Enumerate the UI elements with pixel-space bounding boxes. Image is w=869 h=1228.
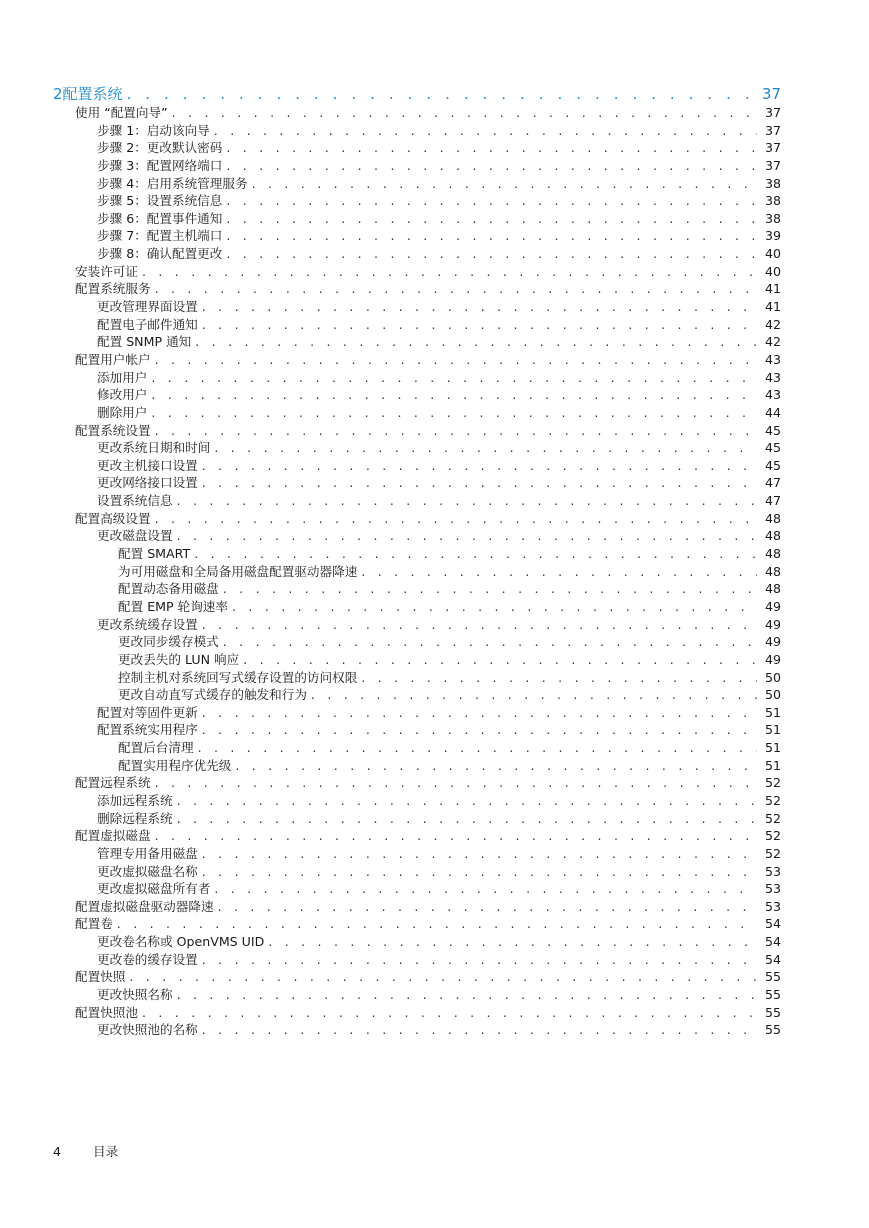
- toc-entry-page-number: 45: [764, 457, 781, 473]
- toc-entry-page-number: 44: [764, 404, 781, 420]
- toc-entry-title: 配置动态备用磁盘: [118, 581, 219, 597]
- dot-leader: [361, 669, 757, 687]
- dot-leader: [202, 845, 757, 863]
- toc-entry-page-number: 51: [764, 740, 781, 756]
- toc-entry-title: 配置 SNMP 通知: [97, 334, 192, 350]
- toc-entry-page-number: 52: [764, 828, 781, 844]
- toc-entry-title: 步骤 8：确认配置更改: [97, 246, 223, 262]
- dot-leader: [177, 792, 757, 810]
- toc-entry[interactable]: [53, 139, 781, 157]
- dot-leader: [177, 492, 757, 510]
- toc-entry-page-number: 37: [764, 122, 781, 138]
- toc-entry-title: 添加远程系统: [97, 792, 173, 808]
- toc-entry-title: 配置虚拟磁盘: [75, 828, 151, 844]
- toc-entry[interactable]: [53, 651, 781, 669]
- toc-entry-page-number: 51: [764, 704, 781, 720]
- toc-entry-page-number: 45: [764, 440, 781, 456]
- toc-entry[interactable]: [53, 227, 781, 245]
- toc-entry[interactable]: [53, 774, 781, 792]
- toc-entry-title: 设置系统信息: [97, 493, 173, 509]
- dot-leader: [361, 563, 757, 581]
- dot-leader: [142, 263, 757, 281]
- toc-entry-title: 更改快照池的名称: [97, 1022, 198, 1038]
- dot-leader: [202, 298, 757, 316]
- toc-entry-page-number: 53: [764, 863, 781, 879]
- toc-entry[interactable]: [53, 863, 781, 881]
- toc-entry-title: 更改管理界面设置: [97, 299, 198, 315]
- toc-entry-title: 配置远程系统: [75, 775, 151, 791]
- dot-leader: [202, 616, 757, 634]
- toc-entry-title: 安装许可证: [75, 263, 138, 279]
- dot-leader: [226, 157, 757, 175]
- toc-entry-title: 配置卷: [75, 916, 113, 932]
- toc-entry[interactable]: [53, 351, 781, 369]
- toc-entry-title: 删除用户: [97, 404, 148, 420]
- toc-entry[interactable]: [53, 210, 781, 228]
- toc-entry-title: 配置 EMP 轮询速率: [118, 598, 228, 614]
- toc-entry[interactable]: [53, 616, 781, 634]
- toc-entry[interactable]: [53, 951, 781, 969]
- toc-entry-page-number: 38: [764, 175, 781, 191]
- toc-entry-title: 步骤 5：设置系统信息: [97, 193, 223, 209]
- toc-entry-title: 配置 SMART: [118, 546, 191, 562]
- toc-entry-title: 步骤 4：启用系统管理服务: [97, 175, 248, 191]
- dot-leader: [202, 863, 757, 881]
- dot-leader: [155, 510, 757, 528]
- table-of-contents: [53, 85, 781, 1039]
- toc-entry[interactable]: [53, 545, 781, 563]
- toc-entry[interactable]: [53, 757, 781, 775]
- toc-entry[interactable]: [53, 527, 781, 545]
- toc-entry[interactable]: [53, 157, 781, 175]
- toc-entry-title: 更改丢失的 LUN 响应: [118, 651, 240, 667]
- dot-leader: [155, 280, 757, 298]
- dot-leader: [195, 333, 757, 351]
- toc-entry[interactable]: [53, 669, 781, 687]
- toc-entry-page-number: 43: [764, 369, 781, 385]
- toc-entry[interactable]: [53, 1021, 781, 1039]
- toc-entry-page-number: 41: [764, 299, 781, 315]
- toc-entry[interactable]: [53, 792, 781, 810]
- toc-entry[interactable]: [53, 915, 781, 933]
- toc-entry-page-number: 49: [764, 598, 781, 614]
- toc-entry-page-number: 51: [764, 757, 781, 773]
- toc-entry-title: 修改用户: [97, 387, 148, 403]
- dot-leader: [252, 175, 757, 193]
- toc-entry-title: 配置电子邮件通知: [97, 316, 198, 332]
- toc-entry[interactable]: [53, 1004, 781, 1022]
- toc-entry[interactable]: [53, 263, 781, 281]
- toc-entry-title: 配置实用程序优先级: [118, 757, 232, 773]
- dot-leader: [214, 122, 757, 140]
- toc-entry-page-number: 38: [764, 193, 781, 209]
- toc-entry[interactable]: [53, 704, 781, 722]
- toc-entry-title: 配置后台清理: [118, 740, 194, 756]
- toc-entry[interactable]: [53, 439, 781, 457]
- toc-entry-title: 配置对等固件更新: [97, 704, 198, 720]
- dot-leader: [226, 210, 757, 228]
- toc-entry-page-number: 47: [764, 493, 781, 509]
- dot-leader: [117, 915, 757, 933]
- toc-entry-title: 删除远程系统: [97, 810, 173, 826]
- toc-entry[interactable]: [53, 598, 781, 616]
- toc-entry-page-number: 37: [764, 140, 781, 156]
- toc-entry[interactable]: [53, 298, 781, 316]
- toc-entry[interactable]: [53, 104, 781, 122]
- toc-entry-page-number: 55: [764, 987, 781, 1003]
- toc-entry-title: 配置系统实用程序: [97, 722, 198, 738]
- chapter-number: 2: [53, 85, 63, 103]
- toc-entry-title: 配置虚拟磁盘驱动器降速: [75, 898, 214, 914]
- toc-entry-title: 配置快照池: [75, 1004, 138, 1020]
- toc-entry-page-number: 55: [764, 1004, 781, 1020]
- toc-entry[interactable]: [53, 422, 781, 440]
- dot-leader: [226, 245, 757, 263]
- dot-leader: [226, 227, 757, 245]
- chapter-page-number: 37: [761, 85, 781, 103]
- dot-leader: [268, 933, 757, 951]
- toc-entry-page-number: 39: [764, 228, 781, 244]
- dot-leader: [214, 880, 757, 898]
- dot-leader: [177, 986, 757, 1004]
- dot-leader: [202, 1021, 757, 1039]
- toc-entry-title: 配置快照: [75, 969, 126, 985]
- toc-entry[interactable]: [53, 933, 781, 951]
- toc-entry-title: 步骤 6：配置事件通知: [97, 210, 223, 226]
- dot-leader: [218, 898, 757, 916]
- dot-leader: [155, 827, 757, 845]
- toc-entry[interactable]: [53, 492, 781, 510]
- toc-entry[interactable]: [53, 175, 781, 193]
- toc-entry-page-number: 38: [764, 210, 781, 226]
- toc-entry[interactable]: [53, 827, 781, 845]
- toc-entry-page-number: 50: [764, 687, 781, 703]
- toc-entry-title: 步骤 3：配置网络端口: [97, 157, 223, 173]
- toc-entry-page-number: 48: [764, 546, 781, 562]
- dot-leader: [198, 739, 757, 757]
- toc-entry[interactable]: [53, 880, 781, 898]
- toc-entry-page-number: 43: [764, 351, 781, 367]
- toc-entry-page-number: 52: [764, 775, 781, 791]
- toc-entry-title: 更改卷的缓存设置: [97, 951, 198, 967]
- dot-leader: [151, 386, 757, 404]
- toc-entry[interactable]: [53, 810, 781, 828]
- dot-leader: [194, 545, 757, 563]
- toc-entry-list: [53, 104, 781, 1039]
- toc-entry-page-number: 53: [764, 898, 781, 914]
- toc-entry[interactable]: [53, 280, 781, 298]
- toc-entry-page-number: 40: [764, 246, 781, 262]
- toc-entry-page-number: 54: [764, 934, 781, 950]
- dot-leader: [155, 422, 757, 440]
- toc-entry-title: 配置用户帐户: [75, 351, 151, 367]
- toc-entry[interactable]: [53, 739, 781, 757]
- toc-entry-title: 更改卷名称或 OpenVMS UID: [97, 934, 265, 950]
- dot-leader: [226, 139, 757, 157]
- toc-entry-page-number: 42: [764, 316, 781, 332]
- toc-entry-page-number: 55: [764, 1022, 781, 1038]
- toc-entry-page-number: 49: [764, 616, 781, 632]
- toc-entry-page-number: 51: [764, 722, 781, 738]
- toc-entry-page-number: 48: [764, 528, 781, 544]
- toc-entry-title: 控制主机对系统回写式缓存设置的访问权限: [118, 669, 358, 685]
- dot-leader: [214, 439, 757, 457]
- toc-entry-page-number: 52: [764, 810, 781, 826]
- toc-entry-title: 更改虚拟磁盘所有者: [97, 881, 211, 897]
- toc-entry-title: 使用 “配置向导”: [75, 105, 168, 120]
- toc-entry-title: 为可用磁盘和全局备用磁盘配置驱动器降速: [118, 563, 358, 579]
- toc-entry-title: 步骤 7：配置主机端口: [97, 228, 223, 244]
- toc-entry[interactable]: [53, 404, 781, 422]
- toc-entry-title: 更改虚拟磁盘名称: [97, 863, 198, 879]
- toc-entry-page-number: 40: [764, 263, 781, 279]
- toc-entry-page-number: 50: [764, 669, 781, 685]
- footer-page-number: 4: [53, 1144, 62, 1159]
- dot-leader: [223, 633, 757, 651]
- toc-entry[interactable]: [53, 686, 781, 704]
- toc-entry-page-number: 48: [764, 510, 781, 526]
- dot-leader: [127, 85, 757, 104]
- toc-entry[interactable]: [53, 457, 781, 475]
- toc-entry-title: 更改同步缓存模式: [118, 634, 219, 650]
- toc-entry-page-number: 41: [764, 281, 781, 297]
- toc-entry-page-number: 52: [764, 845, 781, 861]
- toc-entry[interactable]: [53, 369, 781, 387]
- toc-entry-page-number: 49: [764, 634, 781, 650]
- dot-leader: [202, 474, 757, 492]
- toc-entry[interactable]: [53, 986, 781, 1004]
- dot-leader: [311, 686, 757, 704]
- dot-leader: [177, 810, 757, 828]
- toc-entry-title: 配置系统设置: [75, 422, 151, 438]
- toc-entry-title: 更改网络接口设置: [97, 475, 198, 491]
- toc-entry-title: 更改快照名称: [97, 987, 173, 1003]
- toc-entry-page-number: 37: [764, 105, 781, 120]
- toc-entry-title: 更改自动直写式缓存的触发和行为: [118, 687, 307, 703]
- dot-leader: [226, 192, 757, 210]
- toc-entry-page-number: 52: [764, 792, 781, 808]
- dot-leader: [202, 721, 757, 739]
- toc-entry[interactable]: [53, 510, 781, 528]
- toc-entry-page-number: 47: [764, 475, 781, 491]
- toc-entry[interactable]: [53, 721, 781, 739]
- toc-entry[interactable]: [53, 898, 781, 916]
- toc-entry-title: 步骤 1：启动该向导: [97, 122, 210, 138]
- dot-leader: [232, 598, 757, 616]
- toc-entry[interactable]: [53, 386, 781, 404]
- toc-entry[interactable]: [53, 192, 781, 210]
- dot-leader: [177, 527, 757, 545]
- dot-leader: [243, 651, 757, 669]
- toc-entry[interactable]: [53, 968, 781, 986]
- toc-entry[interactable]: [53, 333, 781, 351]
- toc-entry-title: 更改系统缓存设置: [97, 616, 198, 632]
- toc-entry-page-number: 49: [764, 651, 781, 667]
- toc-entry-page-number: 48: [764, 581, 781, 597]
- chapter-title: 配置系统: [62, 85, 123, 103]
- toc-entry-page-number: 48: [764, 563, 781, 579]
- toc-entry-page-number: 54: [764, 951, 781, 967]
- toc-entry[interactable]: [53, 474, 781, 492]
- toc-entry[interactable]: [53, 633, 781, 651]
- dot-leader: [151, 404, 757, 422]
- toc-entry-title: 更改系统日期和时间: [97, 440, 211, 456]
- toc-entry-title: 步骤 2：更改默认密码: [97, 140, 223, 156]
- toc-entry-title: 更改磁盘设置: [97, 528, 173, 544]
- dot-leader: [142, 1004, 757, 1022]
- toc-entry-page-number: 54: [764, 916, 781, 932]
- toc-entry-title: 管理专用备用磁盘: [97, 845, 198, 861]
- dot-leader: [223, 580, 757, 598]
- toc-entry[interactable]: [53, 122, 781, 140]
- dot-leader: [155, 774, 757, 792]
- toc-entry[interactable]: [53, 563, 781, 581]
- toc-entry-title: 更改主机接口设置: [97, 457, 198, 473]
- dot-leader: [235, 757, 757, 775]
- toc-entry[interactable]: [53, 845, 781, 863]
- toc-entry-page-number: 55: [764, 969, 781, 985]
- dot-leader: [202, 457, 757, 475]
- dot-leader: [172, 104, 757, 122]
- dot-leader: [202, 704, 757, 722]
- dot-leader: [202, 951, 757, 969]
- toc-entry-title: 添加用户: [97, 369, 148, 385]
- page-footer: [53, 1141, 118, 1160]
- dot-leader: [155, 351, 757, 369]
- toc-entry-page-number: 43: [764, 387, 781, 403]
- toc-entry-page-number: 45: [764, 422, 781, 438]
- dot-leader: [151, 369, 757, 387]
- toc-entry-page-number: 37: [764, 157, 781, 173]
- toc-entry[interactable]: [53, 580, 781, 598]
- toc-entry-page-number: 53: [764, 881, 781, 897]
- toc-entry-title: 配置高级设置: [75, 510, 151, 526]
- dot-leader: [129, 968, 757, 986]
- dot-leader: [202, 316, 757, 334]
- toc-entry[interactable]: [53, 245, 781, 263]
- toc-entry[interactable]: [53, 316, 781, 334]
- footer-section-title: 目录: [93, 1144, 119, 1159]
- toc-entry-page-number: 42: [764, 334, 781, 350]
- toc-entry-title: 配置系统服务: [75, 281, 151, 297]
- toc-chapter-entry[interactable]: [53, 85, 781, 104]
